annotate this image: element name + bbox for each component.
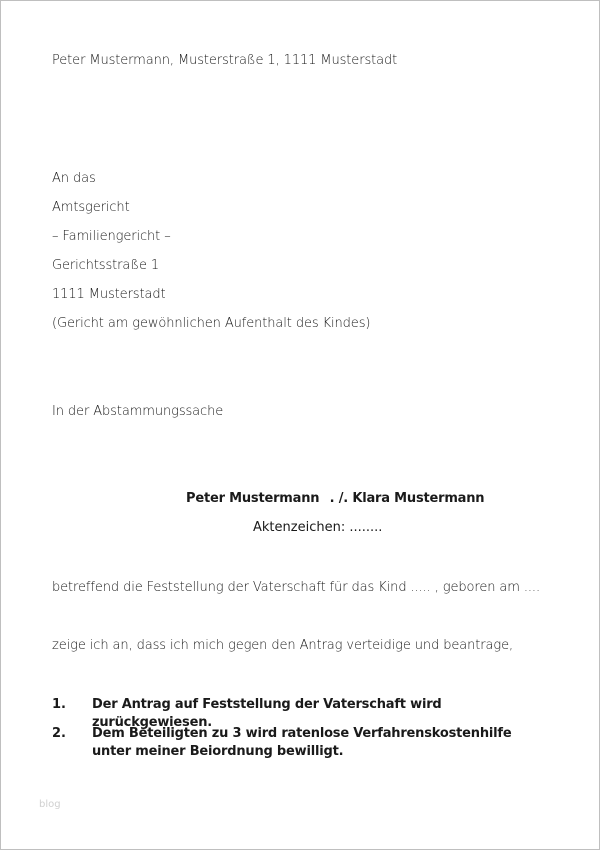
request-2-number: 2. [52,726,66,741]
recipient-line-1: An das [52,171,96,186]
request-1-text: Der Antrag auf Feststellung der Vaterschaft wird zurückgewiesen. [92,697,442,730]
recipient-line-5: 1111 Musterstadt [52,287,166,302]
recipient-line-6: (Gericht am gewöhnlichen Aufenthalt des Kindes) [52,316,371,331]
case-number: Aktenzeichen: ........ [253,520,383,535]
party-2: Klara Mustermann [352,491,485,506]
statement-line: zeige ich an, dass ich mich gegen den Antrag verteidige und beantrage, [52,638,514,653]
watermark: blog [39,799,61,810]
party-separator: . /. [329,491,349,506]
recipient-line-3: – Familiengericht – [52,229,171,244]
party-1: Peter Mustermann [186,491,320,506]
parties [186,491,484,507]
regarding-line: betreffend die Feststellung der Vaterschaft für das Kind ..... , geboren am .... [52,580,540,595]
recipient-line-2: Amtsgericht [52,200,130,215]
request-1-number: 1. [52,697,66,712]
sender-address: Peter Mustermann, Musterstraße 1, 1111 Musterstadt [52,53,398,68]
matter-heading: In der Abstammungssache [52,404,224,419]
recipient-line-4: Gerichtsstraße 1 [52,258,160,273]
request-2-text: Dem Beteiligten zu 3 wird ratenlose Verfahrenskostenhilfe unter meiner Beiordnung bewilligt. [92,726,512,759]
